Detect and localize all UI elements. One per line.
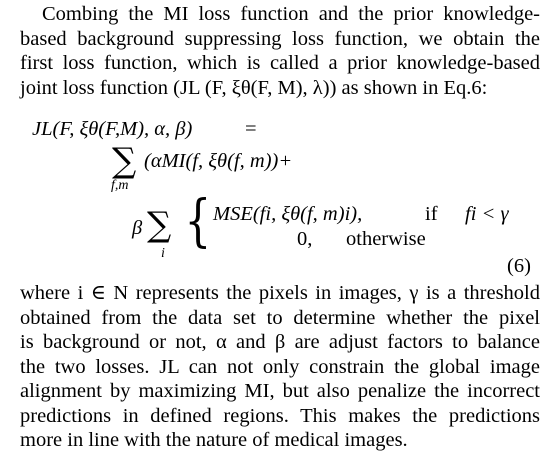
beta-symbol: β [132,217,143,239]
intro-line-4: joint loss function (JL (F, ξθ(F, M), λ)) as shown in Eq.6: [20,76,488,99]
intro-line-1: Combing the MI loss function and the prior knowledge- [42,3,540,25]
outro-line-3: is background or not, α and β are adjust factors to balance [20,331,540,353]
intro-line-2: based background suppressing loss function, we obtain the [20,27,540,50]
cases-brace: { [184,189,212,254]
sum-subscript-1: f,m [111,178,129,193]
outro-line-5: alignment by maximizing MI, but also penalize the incorrect [20,380,540,402]
sum-subscript-2: i [161,246,165,261]
equation-term-1: (αMI(f, ξθ(f, m))+ [144,150,293,172]
outro-line-7: more in line with the nature of medical images. [20,429,408,451]
intro-line-3: first loss function, which is called a prior knowledge-based [20,52,540,74]
outro-line-2: obtained from the data set to determine whether the pixel [20,306,540,329]
case-1-condition: fi < γ [465,203,509,225]
intro-paragraph [20,2,540,100]
case-1-expression: MSE(fi, ξθ(f, m)i), [213,203,363,225]
case-2-expression: 0, [297,228,313,250]
sum-symbol-2: ∑ [147,205,172,245]
sum-symbol-1: ∑ [112,141,137,181]
outro-line-1: where i ∈ N represents the pixels in images, γ is a threshold [20,282,540,304]
equation-number: (6) [507,255,531,277]
equation-lhs: JL(F, ξθ(F,M), α, β) [32,118,193,140]
case-2-condition: otherwise [346,228,426,250]
outro-line-6: predictions in defined regions. This makes the predictions [20,404,540,427]
equation-equals: = [245,118,257,140]
outro-paragraph [20,281,540,453]
outro-line-4: the two losses. JL can not only constrain the global image [20,355,540,378]
case-1-if: if [425,203,438,225]
